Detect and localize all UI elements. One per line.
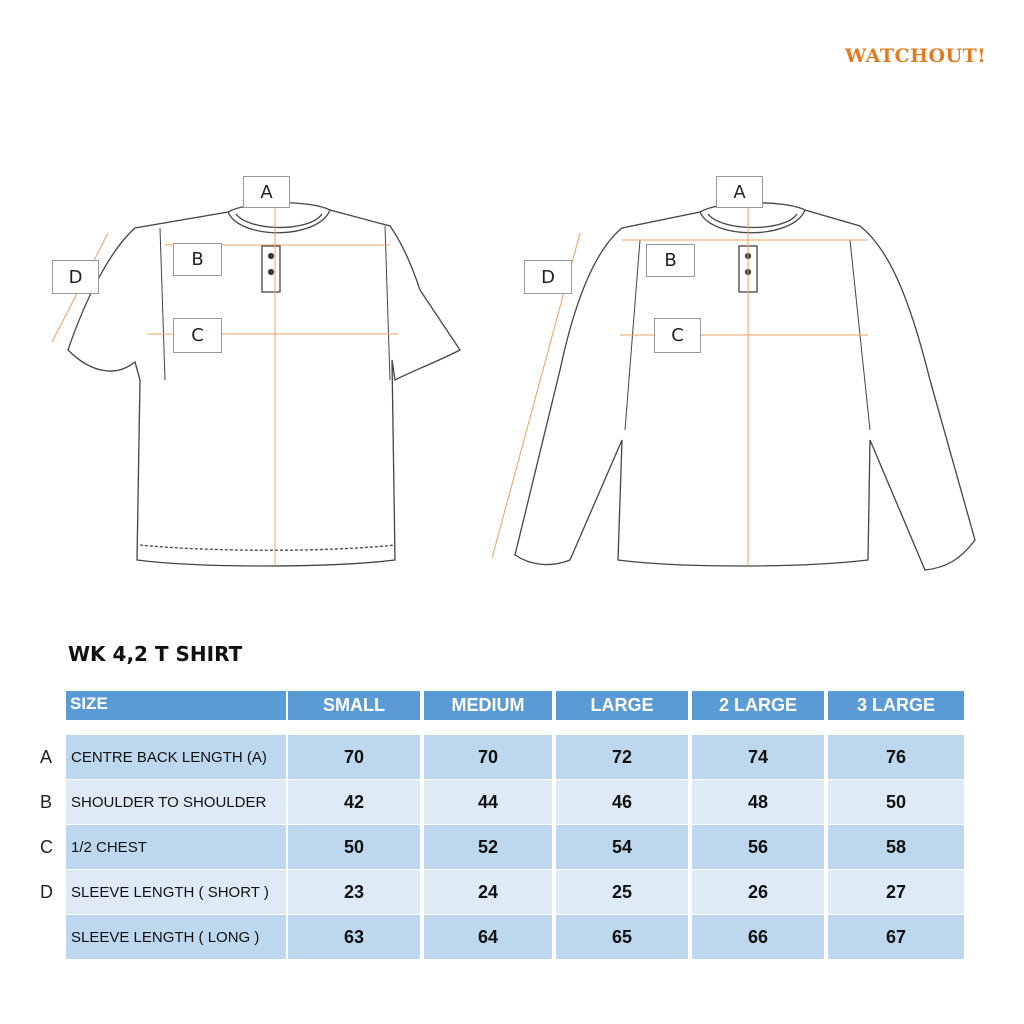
label-c-short: C — [173, 318, 222, 353]
value-cell: 52 — [424, 825, 552, 869]
value-cell: 44 — [424, 780, 552, 824]
header-cell: SMALL — [288, 691, 420, 720]
header-cell: MEDIUM — [424, 691, 552, 720]
value-cell: 74 — [692, 735, 824, 779]
row-label: 1/2 CHEST — [66, 825, 286, 869]
value-cell: 42 — [288, 780, 420, 824]
header-cell: 3 LARGE — [828, 691, 964, 720]
label-a-long: A — [716, 176, 763, 208]
value-cell: 50 — [288, 825, 420, 869]
value-cell: 64 — [424, 915, 552, 959]
value-cell: 26 — [692, 870, 824, 914]
label-a-short: A — [243, 176, 290, 208]
value-cell: 27 — [828, 870, 964, 914]
header-cell: SIZE — [66, 691, 286, 720]
row-letter: A — [40, 747, 53, 767]
label-d-short: D — [52, 260, 99, 294]
value-cell: 56 — [692, 825, 824, 869]
value-cell: 76 — [828, 735, 964, 779]
header-cell: 2 LARGE — [692, 691, 824, 720]
label-d-long: D — [524, 260, 572, 294]
row-label: SLEEVE LENGTH ( SHORT ) — [66, 870, 286, 914]
value-cell: 24 — [424, 870, 552, 914]
value-cell: 25 — [556, 870, 688, 914]
header-cell: LARGE — [556, 691, 688, 720]
brand-logo: WATCHOUT! — [845, 45, 987, 67]
long-sleeve-shirt-drawing — [515, 203, 975, 570]
label-b-long: B — [646, 244, 695, 277]
row-label: SHOULDER TO SHOULDER — [66, 780, 286, 824]
label-c-long: C — [654, 318, 701, 353]
value-cell: 50 — [828, 780, 964, 824]
value-cell: 70 — [424, 735, 552, 779]
value-cell: 66 — [692, 915, 824, 959]
value-cell: 70 — [288, 735, 420, 779]
value-cell: 46 — [556, 780, 688, 824]
row-letter: B — [40, 792, 53, 812]
row-label: SLEEVE LENGTH ( LONG ) — [66, 915, 286, 959]
value-cell: 58 — [828, 825, 964, 869]
value-cell: 72 — [556, 735, 688, 779]
value-cell: 67 — [828, 915, 964, 959]
product-title: WK 4,2 T SHIRT — [68, 642, 243, 666]
row-letter: C — [40, 837, 53, 857]
row-letter: D — [40, 882, 53, 902]
value-cell: 65 — [556, 915, 688, 959]
row-label: CENTRE BACK LENGTH (A) — [66, 735, 286, 779]
value-cell: 23 — [288, 870, 420, 914]
value-cell: 63 — [288, 915, 420, 959]
value-cell: 54 — [556, 825, 688, 869]
short-sleeve-shirt-drawing — [68, 203, 460, 566]
value-cell: 48 — [692, 780, 824, 824]
label-b-short: B — [173, 243, 222, 276]
